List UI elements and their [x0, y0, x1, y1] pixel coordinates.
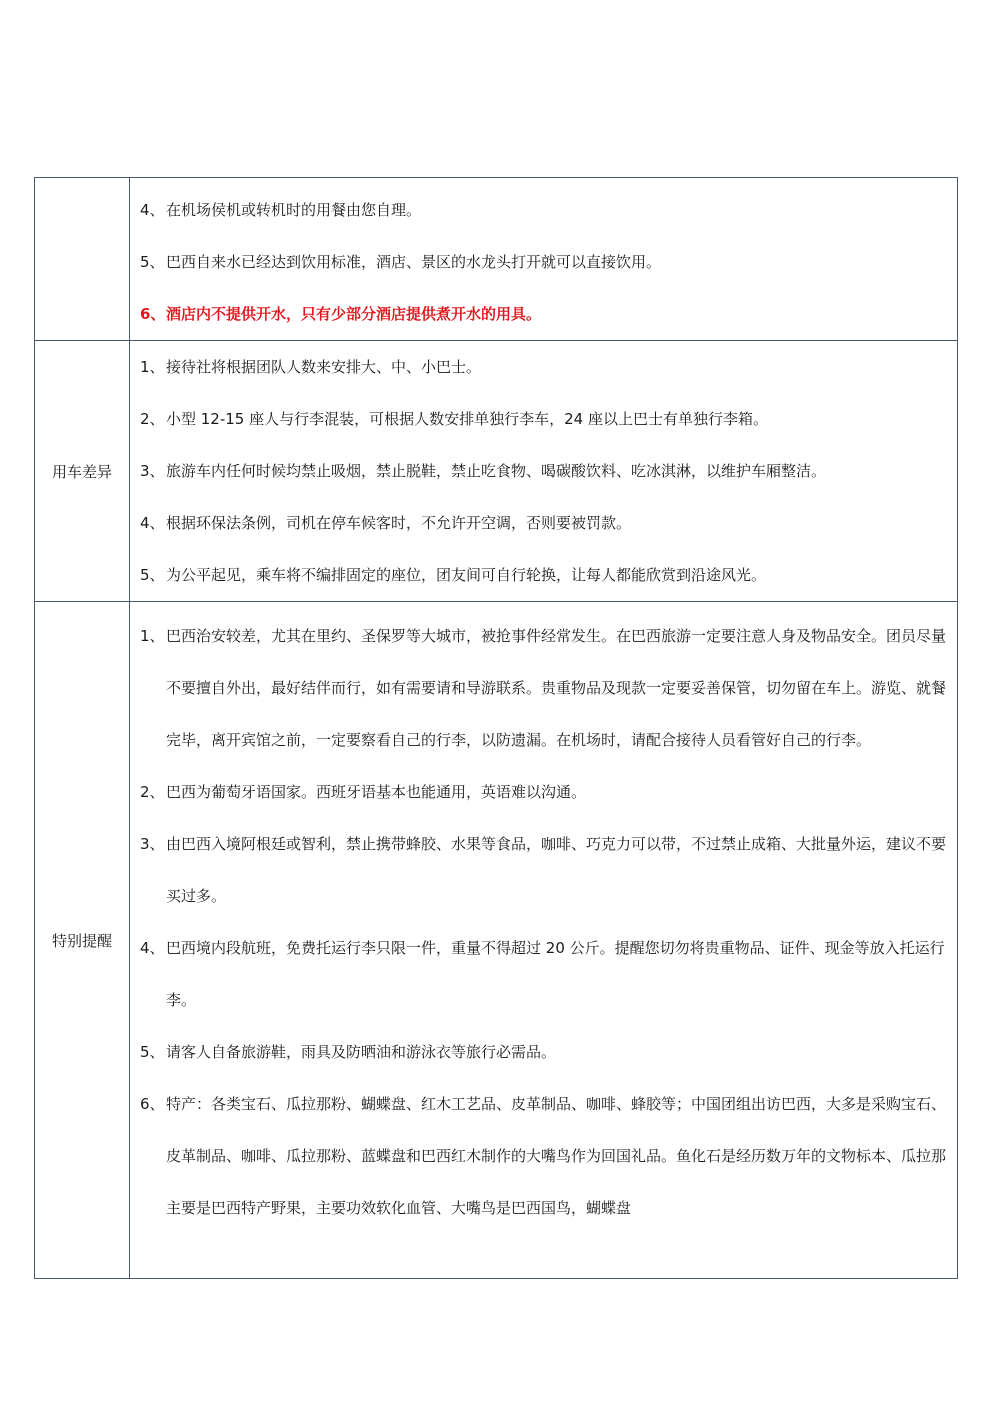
- item-text: 在机场侯机或转机时的用餐由您自理。: [166, 201, 422, 219]
- item-number: 1、: [140, 627, 165, 645]
- item-text: 请客人自备旅游鞋，雨具及防晒油和游泳衣等旅行必需品。: [166, 1043, 557, 1061]
- list-item: [140, 393, 949, 445]
- item-text: 巴西自来水已经达到饮用标准，酒店、景区的水龙头打开就可以直接饮用。: [166, 253, 662, 271]
- item-text: 由巴西入境阿根廷或智利，禁止携带蜂胶、水果等食品，咖啡、巧克力可以带，不过禁止成箱、大批量外运，建议不要买过多。: [166, 835, 947, 905]
- item-number: 4、: [140, 514, 165, 532]
- row-label: 特别提醒: [35, 602, 130, 1278]
- item-text: 根据环保法条例，司机在停车候客时，不允许开空调，否则要被罚款。: [166, 514, 632, 532]
- item-text: 接待社将根据团队人数来安排大、中、小巴士。: [166, 358, 482, 376]
- item-number: 4、: [140, 939, 165, 957]
- row-content: [130, 341, 957, 601]
- item-number: 3、: [140, 835, 165, 853]
- item-text: 特产：各类宝石、瓜拉那粉、蝴蝶盘、红木工艺品、皮革制品、咖啡、蜂胶等；中国团组出访巴西，大多是采购宝石、皮革制品、咖啡、瓜拉那粉、蓝蝶盘和巴西红木制作的大嘴鸟作为回国礼品。鱼化石是经历数万年的文物标本、瓜拉那主要是巴西特产野果，主要功效软化血管、大嘴鸟是巴西国鸟，蝴蝶盘: [166, 1095, 947, 1217]
- item-text: 为公平起见，乘车将不编排固定的座位，团友间可自行轮换，让每人都能欣赏到沿途风光。: [166, 566, 767, 584]
- list-item: [140, 497, 949, 549]
- list-item: [140, 236, 949, 288]
- item-number: 6、: [140, 1095, 165, 1113]
- list-item: [140, 549, 949, 601]
- list-item: [140, 1026, 949, 1078]
- list-item: [140, 445, 949, 497]
- table-row-dining: [35, 178, 957, 340]
- item-number: 5、: [140, 253, 165, 271]
- item-number: 4、: [140, 201, 165, 219]
- item-number: 6、: [140, 305, 166, 323]
- item-number: 1、: [140, 358, 165, 376]
- row-label: [35, 178, 130, 340]
- item-number: 5、: [140, 566, 165, 584]
- row-content: [130, 178, 957, 340]
- item-text: 小型 12-15 座人与行李混装，可根据人数安排单独行李车，24 座以上巴士有单独行李箱。: [166, 410, 768, 428]
- item-text: 巴西为葡萄牙语国家。西班牙语基本也能通用，英语难以沟通。: [166, 783, 587, 801]
- list-item: [140, 766, 949, 818]
- list-item: [140, 818, 949, 922]
- highlight-notice: [140, 288, 949, 340]
- list-item: [140, 922, 949, 1026]
- item-text: 巴西治安较差，尤其在里约、圣保罗等大城市，被抢事件经常发生。在巴西旅游一定要注意人身及物品安全。团员尽量不要擅自外出，最好结伴而行，如有需要请和导游联系。贵重物品及现款一定要妥善保管，切勿留在车上。游览、就餐完毕，离开宾馆之前，一定要察看自己的行李，以防遗漏。在机场时，请配合接待人员看管好自己的行李。: [166, 627, 947, 749]
- table-row-vehicle: [35, 340, 957, 601]
- row-content: [130, 602, 957, 1278]
- item-text: 酒店内不提供开水，只有少部分酒店提供煮开水的用具。: [166, 305, 542, 323]
- list-item: [140, 610, 949, 766]
- list-item: [140, 341, 949, 393]
- item-text: 巴西境内段航班，免费托运行李只限一件，重量不得超过 20 公斤。提醒您切勿将贵重物品、证件、现金等放入托运行李。: [166, 939, 945, 1009]
- row-label: 用车差异: [35, 341, 130, 601]
- item-number: 2、: [140, 410, 165, 428]
- item-number: 3、: [140, 462, 165, 480]
- list-item: [140, 1078, 949, 1234]
- item-number: 2、: [140, 783, 165, 801]
- list-item: [140, 184, 949, 236]
- item-number: 5、: [140, 1043, 165, 1061]
- notice-table: [34, 177, 958, 1279]
- item-text: 旅游车内任何时候均禁止吸烟，禁止脱鞋，禁止吃食物、喝碳酸饮料、吃冰淇淋，以维护车厢整洁。: [166, 462, 827, 480]
- table-row-reminders: [35, 601, 957, 1278]
